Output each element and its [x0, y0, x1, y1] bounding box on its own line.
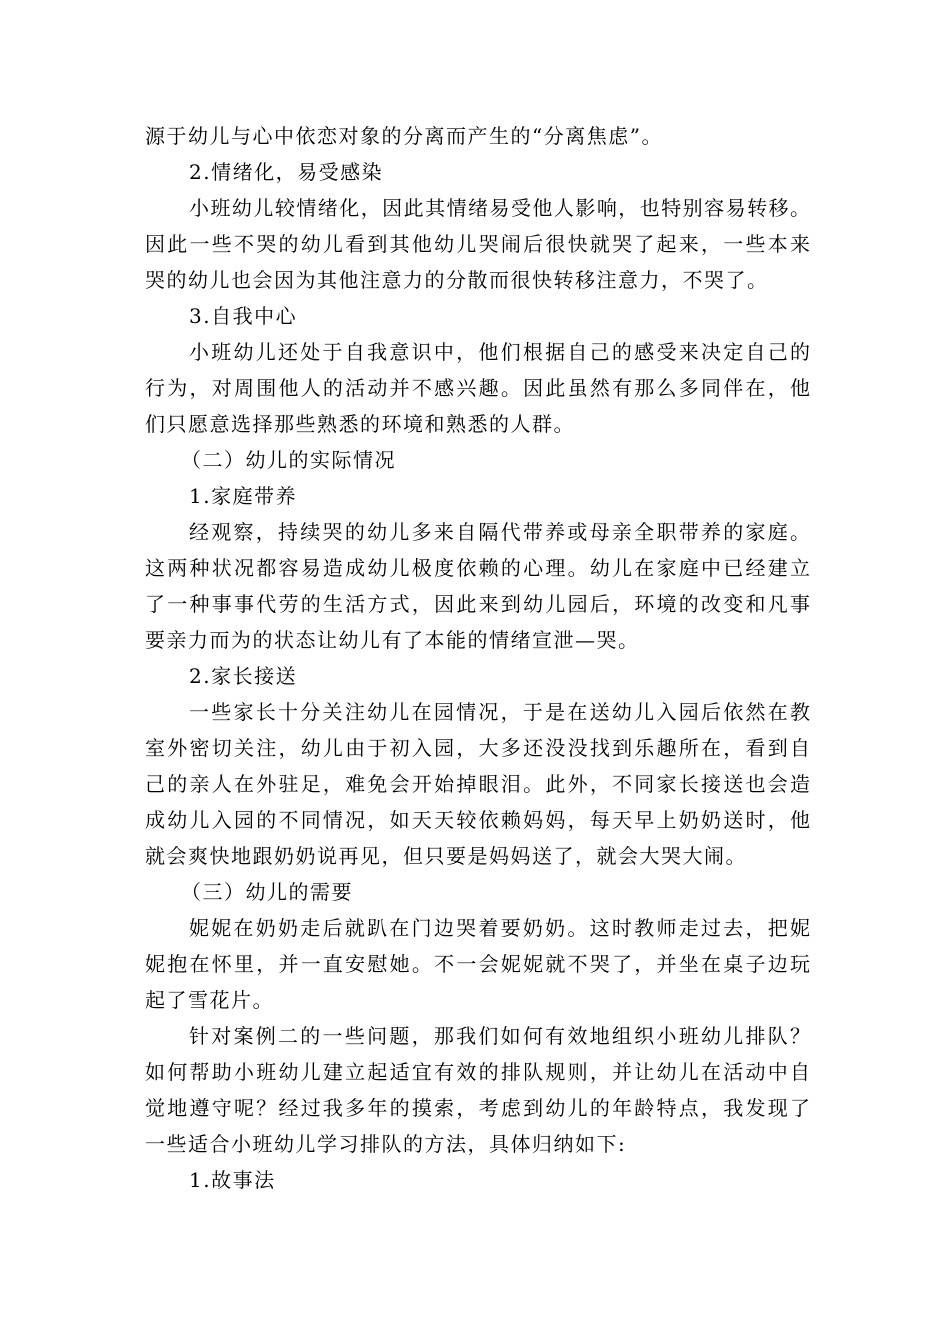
paragraph-line: 一些家长十分关注幼儿在园情况，于是在送幼儿入园后依然在教 [189, 700, 810, 724]
paragraph-line: 小班幼儿较情绪化，因此其情绪易受他人影响，也特别容易转移。 [189, 196, 810, 220]
paragraph-line: 起了雪花片。 [145, 988, 274, 1012]
paragraph-line: 一些适合小班幼儿学习排队的方法，具体归纳如下: [145, 1132, 627, 1156]
paragraph-line: 行为，对周围他人的活动并不感兴趣。因此虽然有那么多同伴在，他 [145, 376, 810, 400]
section-heading: （二）幼儿的实际情况 [181, 448, 396, 472]
section-heading: （三）幼儿的需要 [181, 880, 353, 904]
paragraph-line: 因此一些不哭的幼儿看到其他幼儿哭闹后很快就哭了起来，一些本来 [145, 232, 810, 256]
paragraph-line: 针对案例二的一些问题，那我们如何有效地组织小班幼儿排队？ [189, 1024, 810, 1048]
document-body [145, 118, 810, 1198]
paragraph-line: 小班幼儿还处于自我意识中，他们根据自己的感受来决定自己的 [189, 340, 810, 364]
paragraph-line: 就会爽快地跟奶奶说再见，但只要是妈妈送了，就会大哭大闹。 [145, 844, 747, 868]
paragraph-line: 妮妮在奶奶走后就趴在门边哭着要奶奶。这时教师走过去，把妮 [189, 916, 810, 940]
paragraph-line: 们只愿意选择那些熟悉的环境和熟悉的人群。 [145, 412, 575, 436]
paragraph-line: 觉地遵守呢？经过我多年的摸索，考虑到幼儿的年龄特点，我发现了 [145, 1096, 810, 1120]
subsection-heading: 2.情绪化，易受感染 [189, 160, 384, 184]
paragraph-line: 源于幼儿与心中依恋对象的分离而产生的“分离焦虑”。 [145, 124, 663, 148]
subsection-heading: 1.家庭带养 [189, 484, 298, 508]
paragraph-line: 己的亲人在外驻足，难免会开始掉眼泪。此外，不同家长接送也会造 [145, 772, 810, 796]
paragraph-line: 妮抱在怀里，并一直安慰她。不一会妮妮就不哭了，并坐在桌子边玩 [145, 952, 810, 976]
paragraph-line: 哭的幼儿也会因为其他注意力的分散而很快转移注意力，不哭了。 [145, 268, 769, 292]
paragraph-line: 要亲力而为的状态让幼儿有了本能的情绪宣泄—哭。 [145, 628, 640, 652]
subsection-heading: 2.家长接送 [189, 664, 298, 688]
paragraph-line: 这两种状况都容易造成幼儿极度依赖的心理。幼儿在家庭中已经建立 [145, 556, 810, 580]
subsection-heading: 1.故事法 [189, 1168, 276, 1192]
subsection-heading: 3.自我中心 [189, 304, 298, 328]
paragraph-line: 如何帮助小班幼儿建立起适宜有效的排队规则，并让幼儿在活动中自 [145, 1060, 810, 1084]
paragraph-line: 了一种事事代劳的生活方式，因此来到幼儿园后，环境的改变和凡事 [145, 592, 810, 616]
paragraph-line: 经观察，持续哭的幼儿多来自隔代带养或母亲全职带养的家庭。 [189, 520, 810, 544]
paragraph-line: 成幼儿入园的不同情况，如天天较依赖妈妈，每天早上奶奶送时，他 [145, 808, 810, 832]
paragraph-line: 室外密切关注，幼儿由于初入园，大多还没没找到乐趣所在，看到自 [145, 736, 810, 760]
